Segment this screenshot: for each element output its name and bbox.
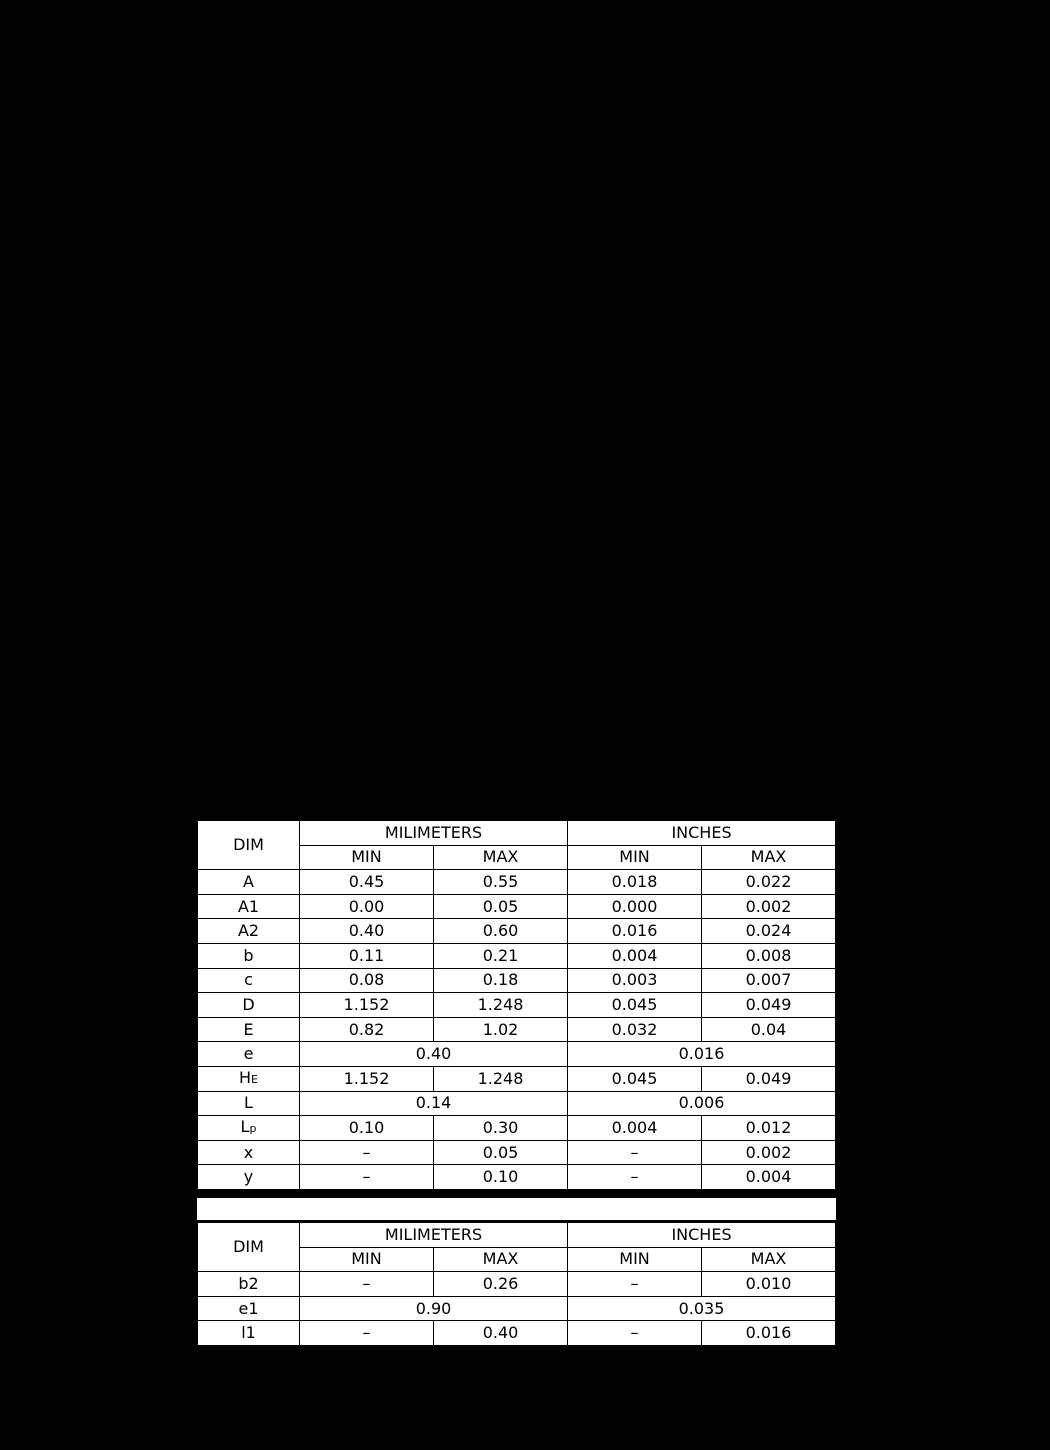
dim-symbol: L (244, 1093, 253, 1113)
bottom-view-body (698, 128, 908, 285)
mm-max-cell: 0.26 (434, 1272, 568, 1297)
bottom-view-lead (722, 100, 750, 130)
in-value-cell: 0.035 (568, 1296, 836, 1321)
frame-x-a: A (336, 345, 347, 362)
mm-max-header: MAX (434, 1247, 568, 1272)
label-datum-a: A (462, 49, 473, 66)
mm-min-cell: – (300, 1321, 434, 1346)
in-max-cell: 0.004 (702, 1165, 836, 1190)
label-e-pitch: e (806, 377, 815, 394)
dim-symbol: x (243, 1142, 254, 1162)
dim-subscript: p (249, 1121, 257, 1135)
land-pattern (650, 445, 938, 730)
in-value-cell: 0.016 (568, 1042, 836, 1067)
top-view-lead (373, 285, 401, 313)
front-view-lead (373, 585, 401, 607)
land-pad (755, 445, 802, 515)
bottom-view-lead (722, 283, 750, 313)
in-min-header: MIN (568, 1247, 702, 1272)
frame-x-value: x (270, 345, 278, 362)
table-row (198, 1321, 836, 1346)
in-max-cell: 0.024 (702, 919, 836, 944)
in-max-header: MAX (702, 1247, 836, 1272)
table-row (198, 993, 836, 1018)
in-min-cell: 0.016 (568, 919, 702, 944)
label-a: A (482, 557, 493, 574)
table-row (198, 1017, 836, 1042)
table-row (198, 968, 836, 993)
table-header-row (198, 821, 836, 846)
in-max-cell: 0.002 (702, 894, 836, 919)
label-c: c (560, 322, 568, 339)
mm-min-cell: 0.11 (300, 943, 434, 968)
label-he: He (126, 197, 146, 214)
in-min-cell: – (568, 1272, 702, 1297)
label-l: L (314, 67, 323, 84)
mm-min-cell: 1.152 (300, 1066, 434, 1091)
mm-group-header: MILIMETERS (300, 821, 568, 846)
dim-cell (198, 894, 300, 919)
mm-min-header: MIN (300, 845, 434, 870)
dim-cell (198, 1165, 300, 1190)
mm-value-cell: 0.90 (300, 1296, 568, 1321)
top-view-lead (373, 100, 401, 128)
in-min-cell: 0.003 (568, 968, 702, 993)
dim-symbol: e1 (238, 1298, 259, 1318)
front-view-lead (303, 585, 331, 607)
top-view-body (210, 128, 420, 285)
dim-cell (198, 1017, 300, 1042)
table-header-row (198, 1223, 836, 1248)
dim-cell (198, 1116, 300, 1141)
in-max-cell: 0.022 (702, 870, 836, 895)
label-b: b (380, 330, 389, 347)
frame-y-symbol: ⏥ (205, 645, 217, 662)
in-min-cell: – (568, 1165, 702, 1190)
mm-group-header: MILIMETERS (300, 1223, 568, 1248)
dim-symbol: A (243, 871, 254, 891)
mm-max-cell: 0.10 (434, 1165, 568, 1190)
in-max-cell: 0.016 (702, 1321, 836, 1346)
table-row (198, 1066, 836, 1091)
mm-min-cell: – (300, 1272, 434, 1297)
label-lp: Lp (940, 162, 957, 179)
front-view-lead (233, 585, 261, 607)
land-pad (824, 603, 871, 673)
dim-cell (198, 1066, 300, 1091)
dim-symbol: A1 (237, 896, 260, 916)
bottom-view-lead (860, 100, 888, 130)
dim-symbol: c (244, 970, 253, 990)
dim-cell (198, 943, 300, 968)
table-row (198, 943, 836, 968)
mm-min-cell: 0.82 (300, 1017, 434, 1042)
mm-min-cell: 0.10 (300, 1116, 434, 1141)
mm-max-cell: 1.248 (434, 993, 568, 1018)
dim-symbol: H (239, 1067, 252, 1087)
in-min-cell: 0.000 (568, 894, 702, 919)
mm-max-cell: 0.05 (434, 894, 568, 919)
land-pad (686, 603, 733, 673)
land-pad (824, 445, 871, 515)
mm-max-cell: 0.40 (434, 1321, 568, 1346)
in-max-cell: 0.049 (702, 1066, 836, 1091)
label-d: D (310, 33, 321, 50)
table-spacer (197, 1198, 836, 1220)
mm-min-cell: – (300, 1140, 434, 1165)
frame-x-s: S (312, 345, 323, 362)
top-view-lead (233, 285, 261, 313)
mm-min-cell: 0.08 (300, 968, 434, 993)
mm-min-cell: – (300, 1165, 434, 1190)
label-b2: b2 (700, 707, 717, 724)
in-min-cell: 0.032 (568, 1017, 702, 1042)
bottom-view-lead (791, 283, 819, 313)
in-max-header: MAX (702, 845, 836, 870)
mm-min-header: MIN (300, 1247, 434, 1272)
mm-max-cell: 0.55 (434, 870, 568, 895)
table-row (198, 1116, 836, 1141)
dim-cell (198, 870, 300, 895)
dim-symbol: l1 (241, 1323, 256, 1343)
dim-cell (198, 919, 300, 944)
in-max-cell: 0.010 (702, 1272, 836, 1297)
side-view-lead (596, 100, 616, 128)
mm-max-cell: 0.18 (434, 968, 568, 993)
dim-cell (198, 1091, 300, 1116)
in-max-cell: 0.04 (702, 1017, 836, 1042)
dim-cell (198, 993, 300, 1018)
dim-header: DIM (198, 821, 300, 870)
mm-max-cell: 0.21 (434, 943, 568, 968)
mm-max-cell: 1.02 (434, 1017, 568, 1042)
dim-cell (198, 1140, 300, 1165)
side-view-body (528, 128, 617, 285)
dim-symbol: E (243, 1019, 254, 1039)
dim-symbol: e (243, 1044, 254, 1064)
label-s: S (512, 647, 523, 664)
land-pad (755, 603, 802, 673)
in-group-header: INCHES (568, 1223, 836, 1248)
in-max-cell: 0.002 (702, 1140, 836, 1165)
mm-min-cell: 0.00 (300, 894, 434, 919)
in-min-cell: – (568, 1321, 702, 1346)
table-row (198, 870, 836, 895)
frame-y-s: S (262, 645, 273, 662)
label-a2: A2 (450, 562, 469, 579)
front-view-body (212, 520, 422, 606)
dim-cell (198, 1272, 300, 1297)
top-view-lead (303, 285, 331, 313)
table-row (198, 1272, 836, 1297)
label-a1: A1 (450, 637, 469, 654)
dim-symbol: b (243, 945, 254, 965)
label-l1: l1 (628, 629, 640, 646)
label-e: e (345, 67, 354, 84)
dim-symbol: b2 (238, 1273, 259, 1293)
in-min-cell: 0.004 (568, 1116, 702, 1141)
dim-cell (198, 1296, 300, 1321)
dim-symbol: A2 (237, 921, 260, 941)
dim-cell (198, 1042, 300, 1067)
in-max-cell: 0.007 (702, 968, 836, 993)
dim-symbol: L (240, 1116, 250, 1136)
bottom-view-lead (860, 283, 888, 313)
mm-max-cell: 1.248 (434, 1066, 568, 1091)
dim-header: DIM (198, 1223, 300, 1272)
mm-max-header: MAX (434, 845, 568, 870)
in-min-cell: 0.018 (568, 870, 702, 895)
table-row (198, 919, 836, 944)
in-max-cell: 0.008 (702, 943, 836, 968)
frame-x-symbol: ⌖ (240, 345, 249, 362)
mm-min-cell: 1.152 (300, 993, 434, 1018)
table-row (198, 1140, 836, 1165)
mm-min-cell: 0.40 (300, 919, 434, 944)
top-view-lead (233, 100, 261, 128)
frame-y-value: y (240, 645, 248, 662)
table-row (198, 1042, 836, 1067)
in-max-cell: 0.049 (702, 993, 836, 1018)
mm-value-cell: 0.40 (300, 1042, 568, 1067)
dim-cell (198, 968, 300, 993)
bottom-view (698, 92, 962, 313)
table-row (198, 1165, 836, 1190)
land-pad (686, 445, 733, 515)
mm-max-cell: 0.30 (434, 1116, 568, 1141)
dim-symbol: D (242, 994, 255, 1014)
table-row (198, 1091, 836, 1116)
dim-subscript: E (251, 1072, 258, 1086)
in-min-cell: – (568, 1140, 702, 1165)
mm-max-cell: 0.60 (434, 919, 568, 944)
table-row (198, 1296, 836, 1321)
label-e1: e1 (918, 552, 935, 569)
top-view-lead (303, 100, 331, 128)
in-max-cell: 0.012 (702, 1116, 836, 1141)
bottom-view-lead (791, 100, 819, 130)
dimension-table (197, 820, 836, 1190)
in-value-cell: 0.006 (568, 1091, 836, 1116)
dim-symbol: y (243, 1167, 254, 1187)
top-view (145, 45, 480, 364)
side-view (528, 100, 630, 345)
land-pattern-table (197, 1222, 836, 1346)
frame-x-m: Ⓜ (284, 345, 300, 362)
mm-value-cell: 0.14 (300, 1091, 568, 1116)
table-row (198, 894, 836, 919)
in-min-cell: 0.045 (568, 1066, 702, 1091)
label-e-body: E (163, 199, 174, 216)
mm-max-cell: 0.05 (434, 1140, 568, 1165)
side-view-lead (596, 285, 616, 313)
in-min-header: MIN (568, 845, 702, 870)
in-min-cell: 0.004 (568, 943, 702, 968)
in-group-header: INCHES (568, 821, 836, 846)
dim-cell (198, 1321, 300, 1346)
mm-min-cell: 0.45 (300, 870, 434, 895)
in-min-cell: 0.045 (568, 993, 702, 1018)
